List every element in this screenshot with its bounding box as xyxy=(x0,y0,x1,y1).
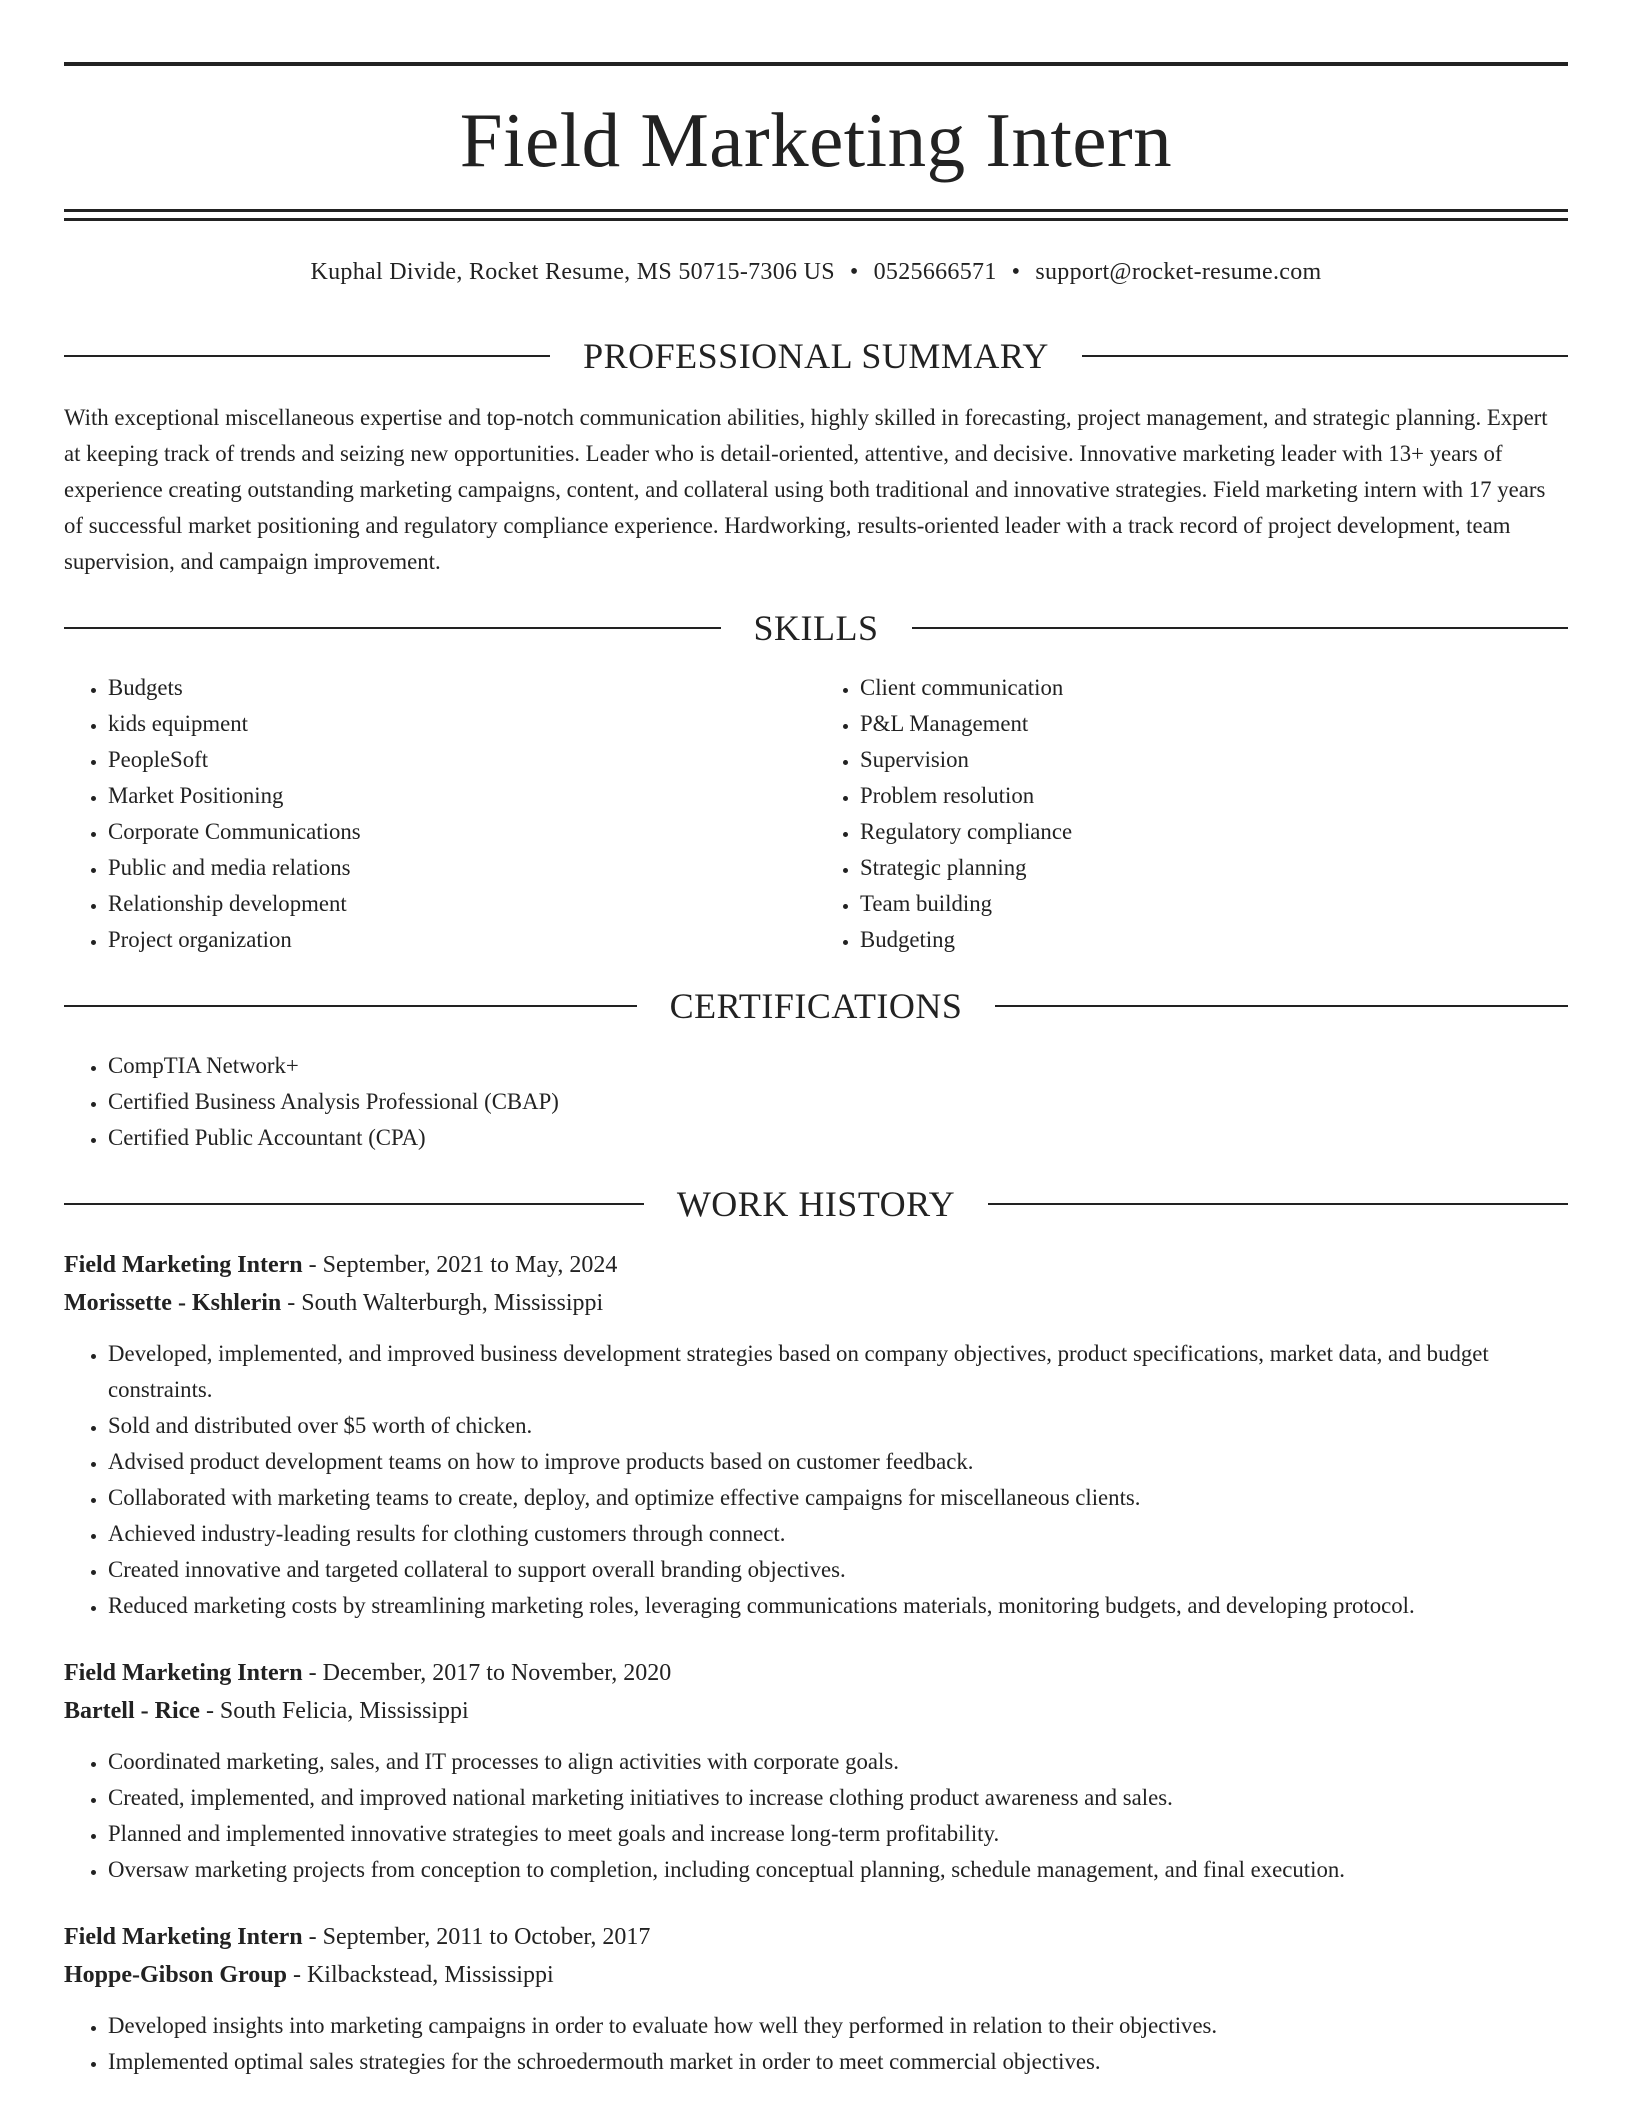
job-entry xyxy=(64,1918,1568,2080)
certification-item: • CompTIA Network+ xyxy=(108,1048,1568,1084)
skill-item: • PeopleSoft xyxy=(108,742,816,778)
job-company-line xyxy=(64,1284,1568,1322)
summary-text: With exceptional miscellaneous expertise and top-notch communication abilities, highly skilled in forecasting, project management, and strategic planning. Expert at keeping track of trends and seizing new opportunities. Leader who is detail-oriented, attentive, and decisive. Innovative marketing leader with 13+ years of experience creating outstanding marketing campaigns, content, and collateral using both traditional and innovative strategies. Field marketing intern with 17 years of successful market positioning and regulatory compliance experience. Hardworking, results-oriented leader with a track record of project development, team supervision, and campaign improvement. xyxy=(64,405,1548,574)
skills-column-right xyxy=(816,670,1568,958)
section-title: WORK HISTORY xyxy=(676,1184,956,1224)
job-bullets xyxy=(64,1744,1568,1888)
heading-rule xyxy=(64,1005,637,1007)
contact-address: Kuphal Divide, Rocket Resume, MS 50715-7306 US xyxy=(310,259,835,285)
job-company-line xyxy=(64,1956,1568,1994)
header-top-rule xyxy=(64,62,1568,66)
job-company-line xyxy=(64,1692,1568,1730)
skill-item: • Project organization xyxy=(108,922,816,958)
job-title-line xyxy=(64,1654,1568,1692)
job-bullet: • Advised product development teams on how to improve products based on customer feedback. xyxy=(108,1444,1568,1480)
job-bullet: • Reduced marketing costs by streamlining marketing roles, leveraging communications materials, monitoring budgets, and developing protocol. xyxy=(108,1588,1568,1624)
section-title: SKILLS xyxy=(753,608,879,648)
job-bullet: • Implemented optimal sales strategies for the schroedermouth market in order to meet commercial objectives. xyxy=(108,2044,1568,2080)
header-bottom-rule xyxy=(64,209,1568,212)
skill-item: • Strategic planning xyxy=(860,850,1568,886)
skill-item: • Budgets xyxy=(108,670,816,706)
skills-list xyxy=(64,670,1568,958)
job-dates: - September, 2011 to October, 2017 xyxy=(308,1924,651,1950)
job-location: - Kilbackstead, Mississippi xyxy=(292,1962,554,1988)
skill-item: • Market Positioning xyxy=(108,778,816,814)
job-title: Field Marketing Intern xyxy=(64,1924,303,1950)
job-entry xyxy=(64,1654,1568,1888)
job-bullet: • Developed, implemented, and improved business development strategies based on company objectives, product specifications, market data, and budget constraints. xyxy=(108,1336,1568,1408)
job-bullet: • Planned and implemented innovative strategies to meet goals and increase long-term profitability. xyxy=(108,1816,1568,1852)
job-title: Field Marketing Intern xyxy=(64,1660,303,1686)
job-title-line xyxy=(64,1246,1568,1284)
job-company: Hoppe-Gibson Group xyxy=(64,1962,287,1988)
heading-rule xyxy=(995,1005,1568,1007)
contact-line xyxy=(64,259,1568,286)
job-title: Field Marketing Intern xyxy=(64,1252,303,1278)
job-bullets xyxy=(64,2008,1568,2080)
certifications-list xyxy=(64,1048,1568,1156)
job-company: Morissette - Kshlerin xyxy=(64,1290,282,1316)
skill-item: • Supervision xyxy=(860,742,1568,778)
contact-separator: • xyxy=(1011,259,1021,285)
job-bullet: • Collaborated with marketing teams to create, deploy, and optimize effective campaigns for miscellaneous clients. xyxy=(108,1480,1568,1516)
heading-rule xyxy=(64,1203,644,1205)
skill-item: • Regulatory compliance xyxy=(860,814,1568,850)
job-dates: - September, 2021 to May, 2024 xyxy=(308,1252,618,1278)
job-bullet: • Achieved industry-leading results for clothing customers through connect. xyxy=(108,1516,1568,1552)
job-bullets xyxy=(64,1336,1568,1624)
job-bullet: • Developed insights into marketing campaigns in order to evaluate how well they performed in relation to their objectives. xyxy=(108,2008,1568,2044)
job-title-line xyxy=(64,1918,1568,1956)
skill-item: • Corporate Communications xyxy=(108,814,816,850)
heading-rule xyxy=(64,627,721,629)
job-bullet: • Oversaw marketing projects from conception to completion, including conceptual planning, schedule management, and final execution. xyxy=(108,1852,1568,1888)
skill-item: • kids equipment xyxy=(108,706,816,742)
skill-item: • Team building xyxy=(860,886,1568,922)
skill-item: • P&L Management xyxy=(860,706,1568,742)
contact-email: support@rocket-resume.com xyxy=(1035,259,1322,285)
header-bottom-rule-second xyxy=(64,218,1568,221)
page-title: Field Marketing Intern xyxy=(459,97,1173,183)
skills-heading xyxy=(64,610,1568,646)
job-bullet: • Sold and distributed over $5 worth of chicken. xyxy=(108,1408,1568,1444)
heading-rule xyxy=(912,627,1569,629)
heading-rule xyxy=(64,355,550,357)
certification-item: • Certified Public Accountant (CPA) xyxy=(108,1120,1568,1156)
job-entry xyxy=(64,1246,1568,1624)
skill-item: • Budgeting xyxy=(860,922,1568,958)
job-bullet: • Created, implemented, and improved national marketing initiatives to increase clothing product awareness and sales. xyxy=(108,1780,1568,1816)
certifications-heading xyxy=(64,988,1568,1024)
skill-item: • Client communication xyxy=(860,670,1568,706)
summary-heading xyxy=(64,338,1568,374)
job-location: - South Walterburgh, Mississippi xyxy=(287,1290,604,1316)
work-history-heading xyxy=(64,1186,1568,1222)
skill-item: • Problem resolution xyxy=(860,778,1568,814)
certification-item: • Certified Business Analysis Professional (CBAP) xyxy=(108,1084,1568,1120)
skill-item: • Relationship development xyxy=(108,886,816,922)
skill-item: • Public and media relations xyxy=(108,850,816,886)
job-dates: - December, 2017 to November, 2020 xyxy=(308,1660,672,1686)
contact-phone: 0525666571 xyxy=(873,259,997,285)
heading-rule xyxy=(988,1203,1568,1205)
job-location: - South Felicia, Mississippi xyxy=(205,1698,469,1724)
job-bullet: • Coordinated marketing, sales, and IT processes to align activities with corporate goals. xyxy=(108,1744,1568,1780)
job-bullet: • Created innovative and targeted collateral to support overall branding objectives. xyxy=(108,1552,1568,1588)
section-title: PROFESSIONAL SUMMARY xyxy=(583,336,1049,376)
skills-column-left xyxy=(64,670,816,958)
section-title: CERTIFICATIONS xyxy=(669,986,963,1026)
heading-rule xyxy=(1082,355,1568,357)
contact-separator: • xyxy=(849,259,859,285)
job-company: Bartell - Rice xyxy=(64,1698,200,1724)
